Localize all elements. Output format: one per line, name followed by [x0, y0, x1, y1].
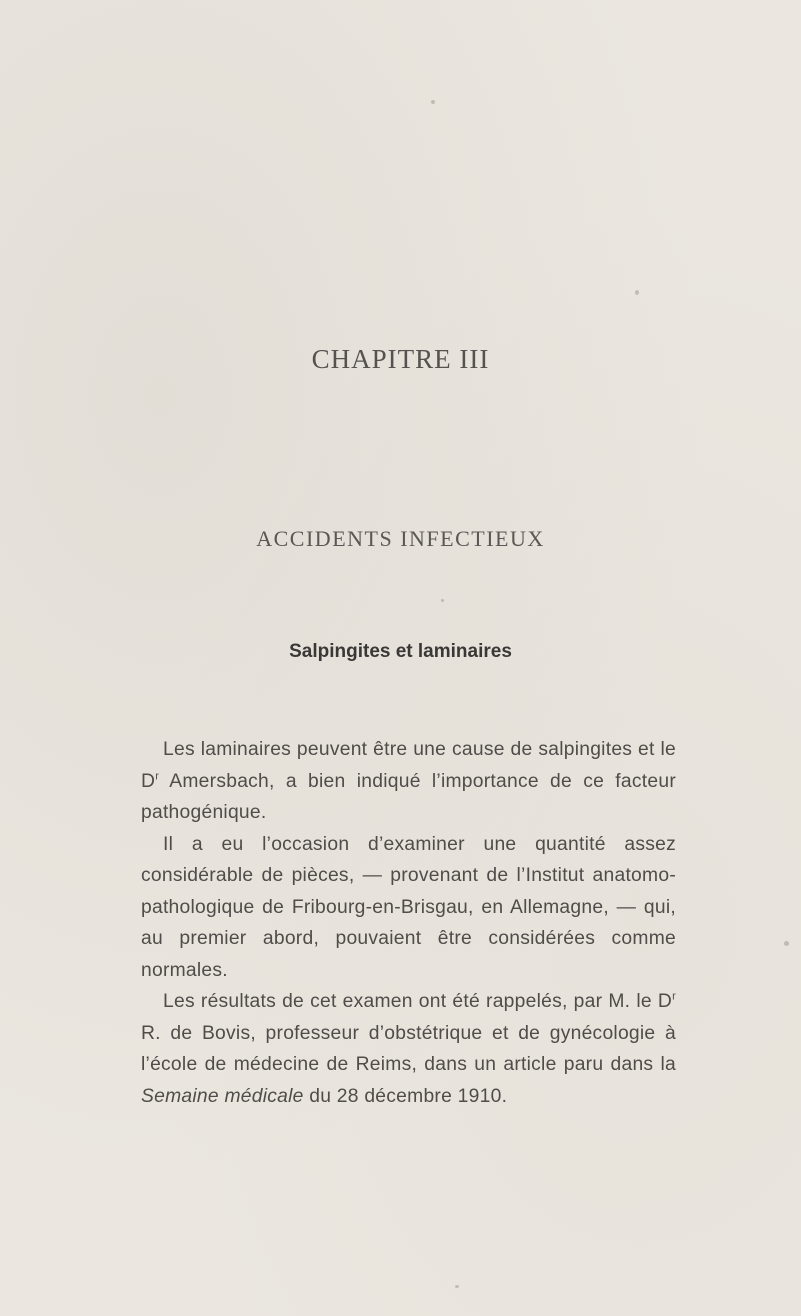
body-text: [141, 734, 676, 1112]
paragraph-1-text: Les laminaires peuvent être une cause de salpingites et le D: [141, 739, 676, 792]
paragraph-3-middle: R. de Bovis, professeur d’obstétrique et de gynécologie à l’école de médecine de Reims, dans un article paru dans la: [141, 1022, 676, 1075]
paragraph-1: [141, 734, 676, 829]
paragraph-3-text: Les résultats de cet examen ont été rappelés, par M. le D: [163, 991, 673, 1012]
paper-spot: [441, 599, 444, 602]
paper-spot: [784, 941, 789, 946]
paper-spot: [431, 100, 435, 104]
paper-spot: [635, 290, 639, 295]
paragraph-2: [141, 829, 676, 987]
subtitle: Salpingites et laminaires: [289, 641, 512, 662]
paragraph-3-sup: r: [672, 990, 676, 1003]
chapter-heading: CHAPITRE III: [311, 344, 490, 374]
paragraph-3-end: du 28 décembre 1910.: [303, 1085, 508, 1107]
paragraph-3: [141, 986, 676, 1112]
journal-title: Semaine médicale: [141, 1085, 304, 1107]
paragraph-1-sup: r: [155, 770, 160, 783]
paper-spot: [455, 1285, 459, 1288]
paragraph-2-text: Il a eu l’occasion d’examiner une quantité assez considérable de pièces, — provenant de l’Institut anatomo-pathologique de Fribourg-en-Brisgau, en Allemagne, — qui, au premier abord, pouvaient être considérées comme normales.: [141, 833, 676, 981]
section-title: ACCIDENTS INFECTIEUX: [256, 526, 545, 551]
paragraph-1-rest: Amersbach, a bien indiqué l’importance de ce facteur pathogénique.: [141, 770, 676, 823]
